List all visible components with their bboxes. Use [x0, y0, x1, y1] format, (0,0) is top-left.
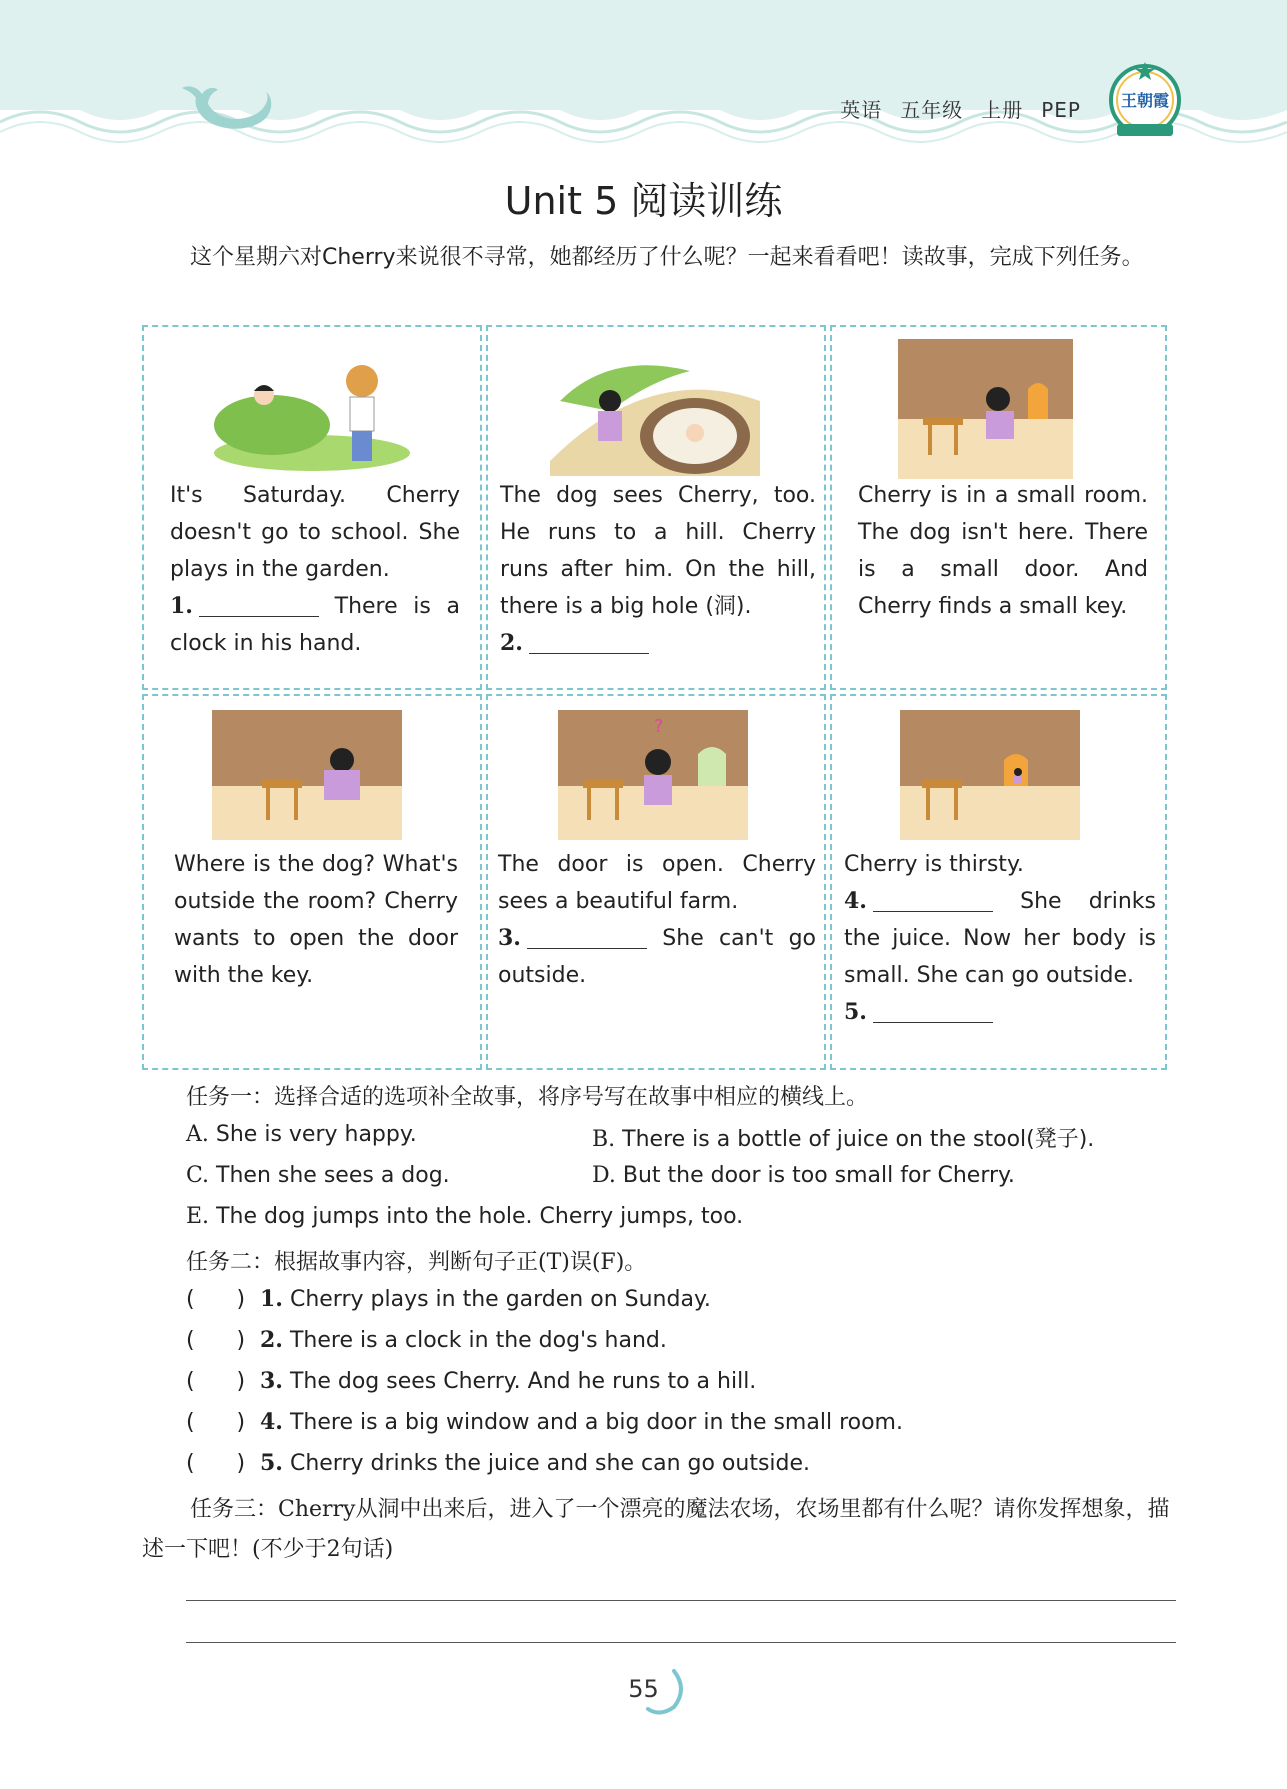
tf-item-5: ( ) 5. Cherry drinks the juice and she can go outside.	[186, 1450, 811, 1476]
story-text-1: It's Saturday. Cherry doesn't go to school. She plays in the garden. 1. There is a clock in his hand.	[170, 483, 460, 656]
tf-item-3: ( ) 3. The dog sees Cherry. And he runs to a hill.	[186, 1368, 757, 1394]
story-panel-6	[830, 694, 1167, 1070]
task3-heading: 任务三：Cherry从洞中出来后，进入了一个漂亮的魔法农场，农场里都有什么呢？请你发挥想象，描述一下吧！(不少于2句话)	[142, 1497, 1170, 1562]
story-text-3: Cherry is in a small room. The dog isn't here. There is a small door. And Cherry finds a small key.	[858, 483, 1148, 619]
hill-hole-illustration	[550, 341, 760, 476]
option-d: D. But the door is too small for Cherry.	[592, 1163, 1015, 1188]
writing-line-2[interactable]	[186, 1642, 1176, 1643]
answer-blank-5[interactable]	[873, 998, 993, 1023]
story-panel-4	[142, 694, 482, 1070]
page-title: Unit 5 阅读训练	[504, 179, 783, 223]
header-subject: 英语	[840, 98, 883, 122]
intro-paragraph: 这个星期六对Cherry来说很不寻常，她都经历了什么呢？一起来看看吧！读故事，完成下列任务。	[190, 245, 1144, 270]
task2-heading: 任务二：根据故事内容，判断句子正(T)误(F)。	[186, 1250, 647, 1275]
writing-line-1[interactable]	[186, 1600, 1176, 1601]
task1-heading: 任务一：选择合适的选项补全故事，将序号写在故事中相应的横线上。	[186, 1085, 869, 1110]
story-text-2: The dog sees Cherry, too. He runs to a hill. Cherry runs after him. On the hill, there is a big hole (洞). 2.	[500, 483, 816, 656]
svg-text:?: ?	[654, 716, 664, 737]
tf-item-1: ( ) 1. Cherry plays in the garden on Sunday.	[186, 1286, 711, 1312]
story-panel-5	[486, 694, 826, 1070]
option-a: A. She is very happy.	[186, 1122, 417, 1147]
header-book-info	[822, 94, 1081, 123]
open-door-attempt-illustration	[212, 710, 402, 840]
header-band	[0, 0, 1287, 150]
tf-answer-box[interactable]: ( )	[186, 1451, 246, 1476]
logo-name: 王朝霞	[1120, 91, 1169, 110]
answer-blank-1[interactable]	[199, 592, 319, 617]
header-grade: 五年级	[900, 98, 964, 122]
tf-item-4: ( ) 4. There is a big window and a big door in the small room.	[186, 1409, 903, 1435]
tf-answer-box[interactable]: ( )	[186, 1410, 246, 1435]
whale-icon	[176, 74, 276, 134]
option-e: E. The dog jumps into the hole. Cherry jumps, too.	[186, 1204, 744, 1229]
header-edition: PEP	[1041, 98, 1081, 122]
small-room-illustration	[898, 339, 1073, 479]
page-number: 55	[0, 1675, 1287, 1703]
tf-answer-box[interactable]: ( )	[186, 1287, 246, 1312]
story-panel-3	[830, 325, 1167, 690]
door-open-farm-illustration	[558, 710, 748, 840]
tf-item-2: ( ) 2. There is a clock in the dog's hand.	[186, 1327, 667, 1353]
small-cherry-illustration	[900, 710, 1080, 840]
story-text-6: Cherry is thirsty. 4. She drinks the juice. Now her body is small. She can go outside. 5.	[844, 852, 1156, 1025]
story-text-4: Where is the dog? What's outside the room? Cherry wants to open the door with the key.	[174, 852, 458, 988]
story-text-5: The door is open. Cherry sees a beautiful farm. 3. She can't go outside.	[498, 852, 816, 988]
header-volume: 上册	[981, 98, 1024, 122]
tf-answer-box[interactable]: ( )	[186, 1328, 246, 1353]
story-grid	[142, 325, 1167, 1070]
option-b: B. There is a bottle of juice on the stool(凳子).	[592, 1127, 1095, 1152]
story-panel-2	[486, 325, 826, 690]
publisher-logo	[1107, 58, 1183, 146]
tf-answer-box[interactable]: ( )	[186, 1369, 246, 1394]
story-panel-1	[142, 325, 482, 690]
answer-blank-2[interactable]	[529, 629, 649, 654]
answer-blank-3[interactable]	[527, 924, 647, 949]
garden-illustration	[212, 345, 412, 475]
answer-blank-4[interactable]	[873, 887, 993, 912]
option-c: C. Then she sees a dog.	[186, 1163, 450, 1188]
